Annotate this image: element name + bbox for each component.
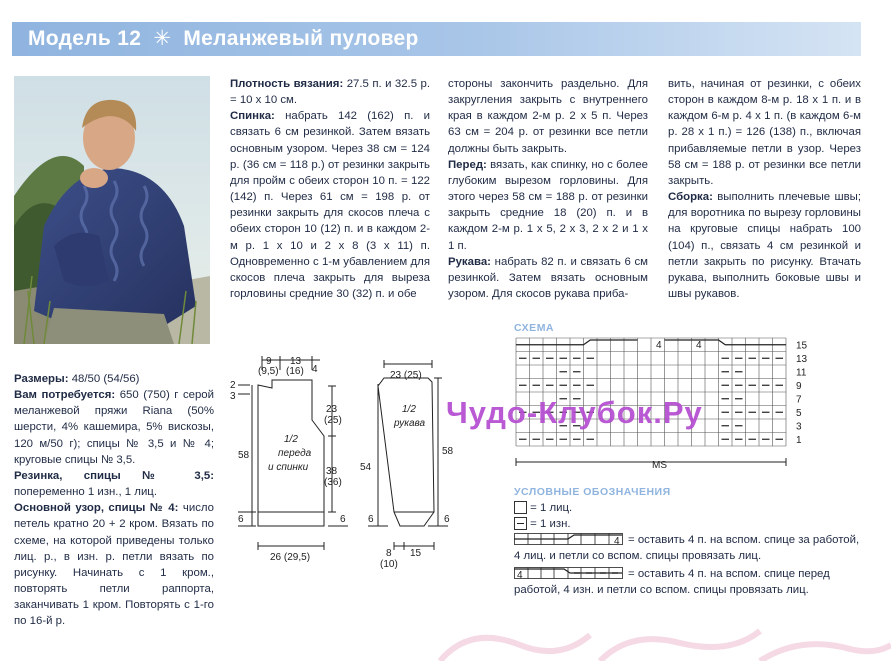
assembly-paragraph <box>668 189 861 302</box>
garment-schematic <box>228 350 488 570</box>
back-continued: стороны закончить раздельно. Для закругления закрыть с внутреннего края в каждом 2-м р. 2 х 5 п. Через 63 см = 204 р. от резинки все петли должны быть закрыть. <box>448 78 648 155</box>
model-number: Модель 12 <box>28 27 142 50</box>
dim-left-2: 2 <box>230 380 236 391</box>
front-text: вязать, как спинку, но с более глубоким вырезом горловины. Для этого через 58 см = 188 р. от резинки закрыть средние 18 (20) п. и в каждом 2-м р. 1 х 5, 2 х 3, 2 х 2 и 1 х 1 п. <box>448 158 648 252</box>
sleeve-continued: вить, начиная от резинки, с обеих сторон в каждом 8-м р. 18 х 1 п. и в каждом 6-м р. 4 х 1 п. (в каждом 6-м р. 28 х 1 п.) = 126 (138) п., включая прибавляемые петли в узор. Через 58 см = 188 р. от резинки все петли закрыть. <box>668 78 861 187</box>
legend-cable-front-text: = оставить 4 п. на вспом. спице перед работой, 4 изн. и петли со вспом. спицы провязать лиц. <box>514 568 830 596</box>
title-text: Меланжевый пуловер <box>183 27 419 50</box>
rib-label: Резинка, спицы № 3,5: <box>14 469 214 482</box>
dim-body-length-alt: (36) <box>324 477 342 488</box>
instructions-column-1 <box>230 76 430 302</box>
main-pattern-paragraph <box>14 500 214 629</box>
sleeve-paragraph <box>448 254 648 302</box>
dim-body-width: 26 (29,5) <box>270 552 311 563</box>
cable-front-icon <box>514 566 624 580</box>
back-paragraph <box>230 108 430 302</box>
density-paragraph <box>230 76 430 108</box>
need-label: Вам потребуется: <box>14 389 116 402</box>
dim-sleeve-rib-left: 6 <box>368 514 374 525</box>
need-paragraph <box>14 387 214 468</box>
dim-sleeve-rib-right: 6 <box>444 514 450 525</box>
dim-armhole-alt: (25) <box>324 415 342 426</box>
dim-sleeve-bottom-right: 15 <box>410 548 422 559</box>
dim-sleeve-top: 23 (25) <box>390 370 422 381</box>
legend-purl-text: = 1 изн. <box>530 518 571 530</box>
chart-row-number: 1 <box>796 435 802 446</box>
rib-text: попеременно 1 изн., 1 лиц. <box>14 486 157 499</box>
sizes-paragraph <box>14 371 214 387</box>
dim-top-mid-alt: (16) <box>286 366 304 377</box>
dim-armhole: 23 <box>326 404 338 415</box>
legend-title: УСЛОВНЫЕ ОБОЗНАЧЕНИЯ <box>514 486 671 498</box>
chart-row-number: 13 <box>796 354 808 365</box>
front-label: Перед: <box>448 158 487 171</box>
sizes-label: Размеры: <box>14 373 69 385</box>
knit-swatch-icon <box>514 501 527 514</box>
chart-repeat-label: MS <box>652 460 667 471</box>
chart-row-number: 3 <box>796 421 802 433</box>
dim-sleeve-height: 54 <box>360 462 372 473</box>
star-icon: ✳ <box>153 27 172 50</box>
assembly-text: выполнить плечевые швы; для воротника по вырезу горловины на круговые спицы набрать 100 (104) п., связать 4 см резинкой и петли закрыть по рисунку. Втачать рукава, выполнить боковые швы и швы рукавов. <box>668 191 861 301</box>
sleeve-outline <box>378 378 434 526</box>
dim-top-left-alt: (9,5) <box>258 366 279 377</box>
chart-cable-number-1: 4 <box>656 340 662 351</box>
dim-sleeve-bottom-left-alt: (10) <box>380 559 398 570</box>
legend-cable-front <box>514 566 864 598</box>
dim-sleeve-right: 58 <box>442 446 454 457</box>
decorative-flourish <box>430 625 891 661</box>
main-pattern-label: Основной узор, спицы № 4: <box>14 502 179 515</box>
dim-top-right: 4 <box>312 364 318 375</box>
body-label-half: 1/2 <box>284 434 298 445</box>
sleeve-label-text: рукава <box>394 418 426 429</box>
sweater-photo-illustration <box>14 76 210 344</box>
need-text: 650 (750) г серой меланжевой пряжи Riana (50% шерсти, 4% кашемира, 5% вискозы, 120 м/50 г); спицы № 3,5 и № 4; круговые спицы № 3,5. <box>14 389 215 466</box>
dim-top-mid: 13 <box>290 356 302 367</box>
purl-swatch-icon <box>514 517 527 530</box>
chart-row-number: 15 <box>796 340 808 352</box>
sleeve-text: набрать 82 п. и связать 6 см резинкой. Затем вязать основным узором. Для скосов рукава приба- <box>448 255 648 301</box>
chart-title: СХЕМА <box>514 322 555 334</box>
page-title <box>28 26 419 51</box>
legend-knit <box>514 500 572 516</box>
chart-row-number: 11 <box>796 367 807 379</box>
dim-rib-right: 6 <box>340 514 346 525</box>
legend-cable-back <box>514 532 864 564</box>
chart-row-number: 5 <box>796 408 802 419</box>
dim-sleeve-bottom-left: 8 <box>386 548 392 559</box>
chart-cable-number-2: 4 <box>696 340 702 351</box>
chart-row-number: 9 <box>796 381 802 392</box>
density-text: 27.5 п. и 32.5 р. = 10 х 10 см. <box>230 78 431 107</box>
header-bar <box>12 22 861 56</box>
assembly-label: Сборка: <box>668 191 713 204</box>
site-watermark: Чудо-Клубок.Ру <box>446 395 703 430</box>
dim-body-length: 38 <box>326 466 338 477</box>
back-label: Спинка: <box>230 110 275 123</box>
model-photo <box>14 76 210 344</box>
dim-body-height: 58 <box>238 450 250 461</box>
sleeve-label: Рукава: <box>448 255 491 268</box>
rib-paragraph <box>14 468 214 500</box>
front-paragraph <box>448 157 648 254</box>
body-label-back: и спинки <box>268 462 309 473</box>
cable-back-icon <box>514 532 624 546</box>
legend-purl <box>514 516 571 532</box>
materials-block <box>14 371 214 630</box>
main-pattern-text: число петель кратно 20 + 2 кром. Вязать по схеме, на которой приведены только лиц. р., в изн. р. петли вязать по рисунку. Начинать с 1 кром., повторять петли раппорта, заканчивать 1 кром. Повторять с 1-го по 16-й р. <box>14 502 214 628</box>
legend-knit-text: = 1 лиц. <box>530 502 573 514</box>
body-label-front: переда <box>278 448 312 459</box>
instructions-column-2 <box>448 76 648 302</box>
sleeve-label-half: 1/2 <box>402 404 416 415</box>
sizes-value: 48/50 (54/56) <box>71 373 140 385</box>
cable-front-number: 4 <box>517 570 523 580</box>
dim-left-3: 3 <box>230 391 236 402</box>
back-text: набрать 142 (162) п. и связать 6 см резинкой. Затем вязать основным узором. Через 38 см = 124 р. (36 см = 118 р.) от резинки закрыть для пройм с обеих сторон 10 п. = 122 (142) п. Через 61 см = 198 р. от резинки закрыть для скосов плеча с обеих сторон 10 (12) п. и в каждом 2-м р. 1 х 10 и 2 х 8 (3 х 11) п. Одновременно с 1-м убавлением для скосов плеча закрыть для выреза горловины средние 30 (32) п. и обе <box>230 110 430 301</box>
dim-top-left: 9 <box>266 356 272 367</box>
legend-cable-back-text: = оставить 4 п. на вспом. спице за работой, 4 лиц. и петли со вспом. спицы провязать лиц. <box>514 534 860 562</box>
chart-row-number: 7 <box>796 394 802 406</box>
instructions-column-3 <box>668 76 861 302</box>
dim-rib-left: 6 <box>238 514 244 525</box>
cable-back-number: 4 <box>614 536 620 546</box>
density-label: Плотность вязания: <box>230 78 344 90</box>
